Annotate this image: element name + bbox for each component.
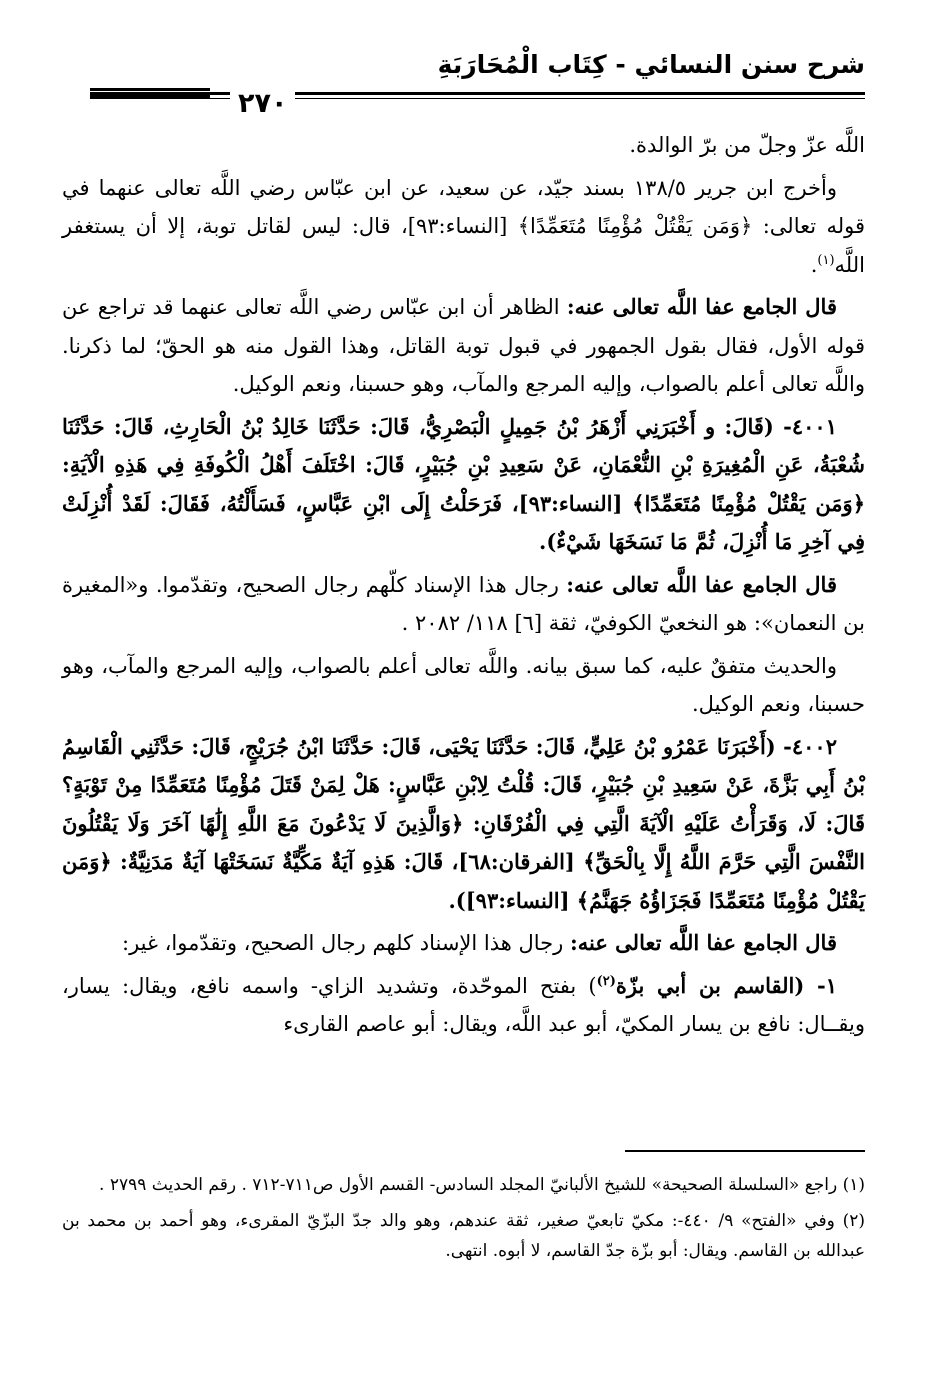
footnote-ref[interactable]: (٢) [596,973,616,989]
footnote: (١) راجع «السلسلة الصحيحة» للشيخ الألبانيّ المجلد السادس- القسم الأول ص٧١١-٧١٢ . رقم الحديث ٢٧٩٩ . [99,1175,865,1195]
paragraph: قال الجامع عفا اللَّه تعالى عنه: رجال هذا الإسناد كلّهم رجال الصحيح، وتقدّموا. و«المغيرة بن النعمان»: هو النخعيّ الكوفيّ، ثقة [٦] ١١٨/ ٢٠٨٢ . [62,571,865,635]
paragraph: والحديث متفقٌ عليه، كما سبق بيانه. واللَّه تعالى أعلم بالصواب، وإليه المرجع والمآب، وهو حسبنا، ونعم الوكيل. [62,653,865,716]
footnote-ref[interactable]: (١) [817,252,835,268]
footnote-separator [625,1150,865,1152]
author-remark-label: قال الجامع عفا اللَّه تعالى عنه: [569,930,837,955]
hadith-paragraph: ٤٠٠١- (قَالَ: و أَخْبَرَنِي أَزْهَرُ بْنُ جَمِيلٍ الْبَصْرِيُّ، قَالَ: حَدَّثَنَا خَالِدُ بْنُ الْحَارِثِ، قَالَ: حَدَّثَنَا شُعْبَةُ، عَنِ الْمُغِيرَةِ بْنِ النُّعْمَانِ، عَنْ سَعِيدِ بْنِ جُبَيْرٍ، قَالَ: اخْتَلَفَ أَهْلُ الْكُوفَةِ فِي هَذِهِ الْآيَةِ: ﴿وَمَن يَقْتُلْ مُؤْمِنًا مُتَعَمِّدًا﴾ [النساء:٩٣]، فَرَحَلْتُ إِلَى ابْنِ عَبَّاسٍ، فَسَأَلْتُهُ، فَقَالَ: لَقَدْ أُنْزِلَتْ فِي آخِرِ مَا أُنْزِلَ، ثُمَّ مَا نَسَخَهَا شَيْءٌ). [62,413,865,554]
paragraph: ١- (القاسم بن أبي بزّة$^{(٢)}$) بفتح الموحّدة، وتشديد الزاي- واسمه نافع، ويقال: يسار، ويقــال: نافع بن يسار المكيّ، أبو عبد اللَّه، ويقال: أبو عاصم القارىء [62,972,865,1036]
page-header [90,40,865,119]
author-remark-label: قال الجامع عفا اللَّه تعالى عنه: [566,571,837,597]
paragraph: قال الجامع عفا اللَّه تعالى عنه: رجال هذا الإسناد كلهم رجال الصحيح، وتقدّموا، غير: [122,930,837,955]
paragraph: اللَّه عزّ وجلّ من برّ الوالدة. [629,133,865,157]
page-number: ٢٧٠ [230,88,295,119]
hadith-paragraph: ٤٠٠٢- (أَخْبَرَنَا عَمْرُو بْنُ عَلِيٍّ، قَالَ: حَدَّثَنَا يَحْيَى، قَالَ: حَدَّثَنَا ابْنُ جُرَيْجٍ، قَالَ: حَدَّثَنِي الْقَاسِمُ بْنُ أَبِي بَزَّةَ، عَنْ سَعِيدِ بْنِ جُبَيْرٍ، قَالَ: قُلْتُ لِابْنِ عَبَّاسٍ: هَلْ لِمَنْ قَتَلَ مُؤْمِنًا مُتَعَمِّدًا مِنْ تَوْبَةٍ؟ قَالَ: لَا، وَقَرَأْتُ عَلَيْهِ الْآيَةَ الَّتِي فِي الْفُرْقَانِ: ﴿وَالَّذِينَ لَا يَدْعُونَ مَعَ اللَّهِ إِلَٰهًا آخَرَ وَلَا يَقْتُلُونَ النَّفْسَ الَّتِي حَرَّمَ اللَّهُ إِلَّا بِالْحَقِّ﴾ [الفرقان:٦٨]، قَالَ: هَذِهِ آيَةٌ مَكِّيَّةٌ نَسَخَتْهَا آيَةٌ مَدَنِيَّةٌ: ﴿وَمَن يَقْتُلْ مُؤْمِنًا مُتَعَمِّدًا فَجَزَاؤُهُ جَهَنَّمُ﴾ [النساء:٩٣]). [62,733,865,913]
running-title: شرح سنن النسائي - كِتَاب الْمُحَارَبَةِ [437,50,865,79]
footnotes [62,1170,865,1272]
page-number-bars [90,88,210,102]
footnote: (٢) وفي «الفتح» ٩/ ٤٤٠-: مكيّ تابعيّ صغير، ثقة عندهم، وهو والد جدّ البزّيّ المقرىء، وهو أحمد بن محمد بن عبدالله بن القاسم. ويقال: أبو بزّة جدّ القاسم، لا أبوه. انتهى. [62,1211,865,1261]
paragraph: وأخرج ابن جرير ١٣٨/٥ بسند جيّد، عن سعيد، عن ابن عبّاس رضي اللَّه تعالى عنهما في قوله تعالى: ﴿وَمَن يَقْتُلْ مُؤْمِنًا مُتَعَمِّدًا﴾ [النساء:٩٣]، قال: ليس لقاتل توبة، إلا أن يستغفر اللَّه$^{(١)}$. [62,175,866,277]
paragraph: قال الجامع عفا اللَّه تعالى عنه: الظاهر أن ابن عبّاس رضي اللَّه تعالى عنهما قد تراجع عن قوله الأول، فقال بقول الجمهور في قبول توبة القاتل، وهذا القول منه هو الحقّ؛ لما ذكرنا. واللَّه تعالى أعلم بالصواب، وإليه المرجع والمآب، وهو حسبنا، ونعم الوكيل. [62,294,865,396]
author-remark-label: قال الجامع عفا اللَّه تعالى عنه: [566,294,837,319]
main-text [62,126,865,1048]
